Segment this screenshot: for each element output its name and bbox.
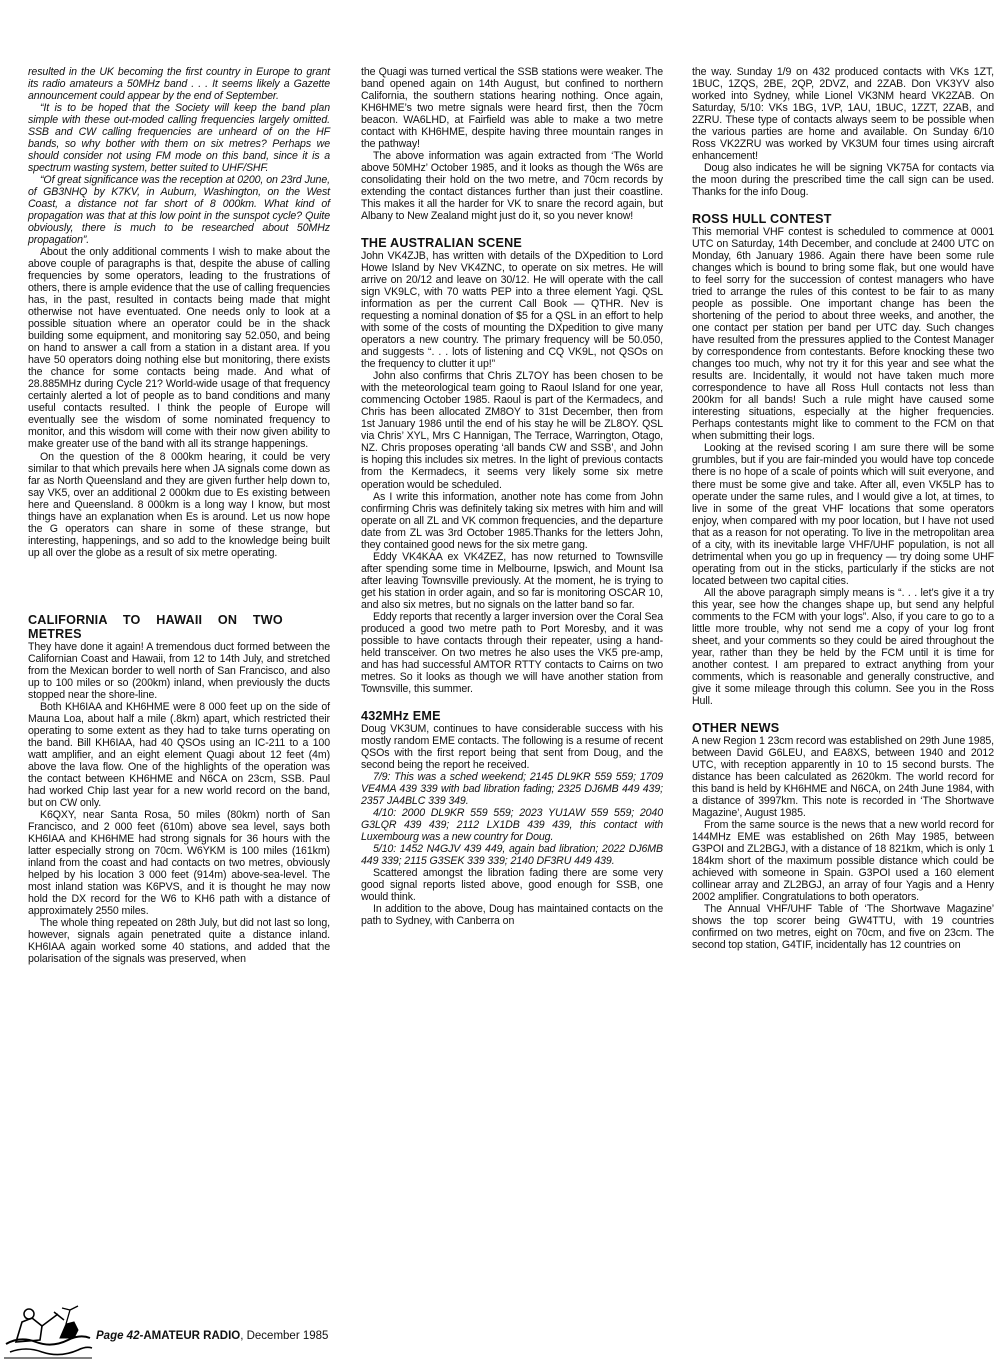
paragraph: Doug also indicates he will be signing VK75A for contacts via the moon during the prescribed time the call sign can be used. Thanks for the info Doug. [692,162,994,199]
paragraph: K6QXY, near Santa Rosa, 50 miles (80km) north of San Francisco, and 2 000 feet (610m) above sea level, says both KH6IAA and KH6HME had strong signals for 36 hours with the latter especially strong on 70cm. W6YKM is 100 miles (161km) inland from the coast and had contacts on two metres, obviously helped by his location 3 000 feet (914m) above-sea-level. The most inland station was K6PVS, and it is thought he may now hold the DX record for the W6 to KH6 path with a distance of approximately 2550 miles. [28,808,330,917]
paragraph: Scattered amongst the libration fading there are some very good signal reports listed above, good enough for SSB, one would think. [361,866,663,903]
paragraph: They have done it again! A tremendous duct formed between the Californian Coast and Hawaii, from 12 to 14th July, and stretched from the Mexican border to well north of San Francisco, and also up to 100 miles or so (200km) inland, when previously the ducts stopped near the shore-line. [28,640,330,701]
paragraph: The above information was again extracted from ‘The World above 50MHz’ October 1985, and it looks as though the W6s are consolidating their hold on the two metre, and 70cm records by extending the contact distances further than just their coastline. This makes it all the harder for VK to snare the record again, but Albany to New Zealand might just do it, so you never know! [361,150,663,223]
magazine-name: AMATEUR RADIO [143,1330,241,1342]
paragraph: “Of great significance was the reception at 0200, on 23rd June, of GB3NHQ by K7KV, in Auburn, Washington, on the West Coast, a distance not far short of 8 000km. What kind of propagation was that at this low point in the sunspot cycle? Quite obviously, there is much to be researched about 50MHz propagation”. [28,174,330,247]
paragraph: Doug VK3UM, continues to have considerable success with his mostly random EME contacts. The following is a resume of recent QSOs with the first report being that sent from Doug, and the second being the report he received. [361,722,663,771]
section-heading: CALIFORNIA TO HAWAII ON TWO METRES [28,612,283,641]
paragraph: In addition to the above, Doug has maintained contacts on the path to Sydney, with Canberra on [361,903,663,928]
paragraph: All the above paragraph simply means is “. . . let’s give it a try this year, see how the changes shape up, but send any helpful comments to the FCM with your logs”. Also, if you care to go to a little more trouble, why not send me a copy of your log front sheet, and your comments so they could be aired throughout the year, rather than they be held by the FCM until it is time for another contest. I am prepared to extract anything from your comments, which is reasonable and generally constructive, and give it some mileage through this column. See you in the Ross Hull. [692,586,994,707]
column-1 [28,66,330,965]
paragraph: the Quagi was turned vertical the SSB stations were weaker. The band opened again on 14th August, but confined to northern California, the southern stations hearing nothing. Once again, KH6HME’s two metre signals were heard first, then the 70cm beacon. WA6LHD, at Fairfield was able to make a two metre contact with KH6HME, despite having three mountain ranges in the pathway! [361,66,663,151]
page-number: Page 42- [96,1330,144,1342]
paragraph: 5/10: 1452 N4GJV 439 449, again bad libration; 2022 DJ6MB 449 339; 2115 G3SEK 339 339; 2140 DF3RU 449 439. [361,842,663,867]
paragraph: John VK4ZJB, has written with details of the DXpedition to Lord Howe Island by Nev VK4ZNC, to operate on six metres. He will arrive on 20/12 and leave on 30/12. He will operate with the call sign VK9LC, with 70 watts PEP into a three element Yagi. QSL information as per the current Call Book — QTHR. Nev is requesting a nominal donation of $5 for a QSL in an effort to help with some of the costs of mounting the DXpedition to give many operators a new country. The primary frequency will be 50.050, and suggests “. . . lots of listening and CQ VK9L, not QSOs on the frequency to clutter it up!” [361,250,663,371]
paragraph: Looking at the revised scoring I am sure there will be some grumbles, but if you are fair-minded you would have top concede there is no hope of a scale of points which will suit everyone, and there must be some give and take. After all, even VK5LP has to operate under the same rules, and I would give a lot, at times, to live in some of the great VHF locations that some operators enjoy, when compared with my poor location, but I have not used that as a reason for not operating. To live in the metropolitan area of a city, with its inevitable large VHF/UHF population, is not all detrimental when you go up in frequency — try doing some UHF operating from out in the sticks, particularly if the sticks are not located between two capital cities. [692,442,994,587]
section-heading: OTHER NEWS [692,720,780,735]
issue-date: , December 1985 [240,1330,329,1342]
section-heading: THE AUSTRALIAN SCENE [361,236,522,251]
paragraph: From the same source is the news that a new world record for 144MHz EME was established on 26th May 1985, between G3POI and ZL2BGJ, with a distance of 18 821km, which is only 1 184km short of the maximum possible distance which could be achieved with someone in Spain. G3POI used a 160 element collinear array and ZL2BGJ, an array of four Yagis and a Henry 2002 amplifier. Congratulations to both operators. [692,818,994,903]
paragraph: About the only additional comments I wish to make about the above couple of paragraphs is that, despite the abuse of calling frequencies by some operators, leading to the frustrations of others, there is ample evidence that the use of calling frequencies has, in the past, resulted in contacts being made that might otherwise not have eventuated. One needs only to look at a possible situation where an operator could be in the shack building some equipment, and monitoring say 52.050, and being on hand to answer a call from a station in a distant area. If you have 50 operators doing nothing else but monitoring, there exists the chance for some contacts being made. And what of 28.885MHz during Cycle 21? World-wide usage of that frequency certainly alerted a lot of people as to band conditions and many useful contacts resulted. I think the people of Europe will eventually see the wisdom of some nominated frequency to monitor, and this wisdom will come with their now given ability to make greater use of the band with all its strange happenings. [28,246,330,451]
paragraph: Eddy VK4KAA ex VK4ZEZ, has now returned to Townsville after spending some time in Melbourne, Ipswich, and Mount Isa after leaving Townsville previously. At the moment, he is trying to get his station in order again, and so far is monitoring OSCAR 10, and also six metres, but no signals on the latter band so far. [361,550,663,611]
paragraph: John also confirms that Chris ZL7OY has been chosen to be with the meteorological team going to Raoul Island for one year, commencing October 1985. Raoul is part of the Kermadecs, and Chris has been allocated ZM8OY to 31st December, then from 1st January 1986 until the end of his stay he will be ZL8OY. QSL via Chris’ XYL, Mrs C Hannigan, The Terrace, Warrington, Otago, NZ. Chris proposes operating ‘all bands CW and SSB’, and John is hoping this includes six metres. In the light of previous contacts from the Kermadecs, it seems very likely some six metre operation would be scheduled. [361,370,663,491]
paragraph: “It is to be hoped that the Society will keep the band plan simple with these out-moded calling frequencies largely omitted. SSB and CW calling frequencies are unheard of on the HF bands, so why bother with them on six metres? Perhaps we should consider not using FM mode on this band, since it is a spectrum wasting system, better suited to UHF/SHF. [28,102,330,175]
paragraph: 4/10: 2000 DL9KR 559 559; 2023 YU1AW 559 559; 2040 G3LQR 439 439; 2112 LX1DB 439 439, this contact with Luxembourg was a new country for Doug. [361,806,663,843]
paragraph: 7/9: This was a sched weekend; 2145 DL9KR 559 559; 1709 VE4MA 439 339 with bad libration fading; 2325 DJ6MB 449 439; 2357 JA4BLC 339 349. [361,770,663,807]
paragraph: Eddy reports that recently a larger inversion over the Coral Sea produced a good two metre path to Port Moresby, and it was possible to have contacts through their repeater, using a hand-held transceiver. On two metres he also uses the VK5 pre-amp, and has had successful AMTOR RTTY contacts to Cairns on two metres. So it looks as though we will have another station from Townsville, this summer. [361,610,663,695]
paragraph: The whole thing repeated on 28th July, but did not last so long, however, signals again penetrated quite a distance inland. KH6IAA again worked some 40 stations, and added that the polarisation of the signals was preserved, when [28,917,330,966]
paragraph: resulted in the UK becoming the first country in Europe to grant its radio amateurs a 50MHz band . . . It seems likely a Gazette announcement could appear by the end of September. [28,66,330,103]
section-heading: ROSS HULL CONTEST [692,212,832,227]
paragraph: the way. Sunday 1/9 on 432 produced contacts with VKs 1ZT, 1BUC, 1ZQS, 2BE, 2QP, 2DVZ, and 2ZAB. Don VK3YV also worked into Sydney, while Lionel VK3NM heard VK2ZAB. On Saturday, 5/10: VKs 1BG, 1VP, 1AU, 1BUC, 1ZZT, 2ZAB, and 2ZRU. These type of contacts always seem to be possible when the various parties are home and available. On Sunday 6/10 Ross VK2ZRU was worked by VK3UM four times using aircraft enhancement! [692,66,994,163]
paragraph: The Annual VHF/UHF Table of ‘The Shortwave Magazine’ shows the top scorer being GW4TTU, with 19 countries confirmed on two metres, eight on 70cm, and five on 23cm. The second top station, G4TIF, incidentally has 12 countries on [692,903,994,952]
cartoon-logo-icon [2,1300,94,1360]
paragraph: On the question of the 8 000km hearing, it could be very similar to that which prevails here when JA signals come down as far as North Queensland and they are given further help down to, say VK5, over an additional 2 000km due to Es existing between here and Queensland. 8 000km is a long way I know, but most things have an explanation when Es is around. Let us now hope the G operators can share in some of these strange, but interesting, happenings, and so add to the knowledge being built up all over the globe as a result of six metre operating. [28,450,330,559]
paragraph: A new Region 1 23cm record was established on 29th June 1985, between David G6LEU, and EA8XS, between 1940 and 2012 UTC, with reception apparently in 10 to 15 second bursts. The distance has been calculated as 2620km. The world record for this band is held by KH6HME and N6CA, on 24th June 1984, with a distance of 3997km. This note is recorded in ‘The Shortwave Magazine’, August 1985. [692,734,994,819]
paragraph: As I write this information, another note has come from John confirming Chris was definitely taking six metres with him and will operate on all ZL and VK common frequencies, and the departure date from ZL was 3rd October 1985.Thanks for the letters John, they contained good news for the six metre gang. [361,490,663,551]
section-heading: 432MHz EME [361,708,441,723]
page-footer [96,1330,328,1342]
column-3 [692,66,994,951]
column-2 [361,66,663,927]
paragraph: This memorial VHF contest is scheduled to commence at 0001 UTC on Saturday, 14th December, and conclude at 2400 UTC on Monday, 6th January 1986. Again there have been some rule changes which is bound to bring some flak, but one would have to feel sorry for the succession of contest managers who have tried to arrange the rules of this contest to be fair to as many people as possible. One important change has been the shortening of the period to about three weeks, and another, the one contact per station per band per UTC day. Such changes have resulted from the pressures applied to the Contest Manager by correspondence from contestants. Before knocking these two changes too much, why not try it for this year and see what the results are. Incidentally, it would not have taken much more correspondence to have all Ross Hull contacts not less than 200km for all bands! Such a rule might have caused some interesting situations, especially at the higher frequencies. Perhaps contestants might like to comment to the FCM on that when submitting their logs. [692,226,994,443]
paragraph: Both KH6IAA and KH6HME were 8 000 feet up on the side of Mauna Loa, about half a mile (.8km) apart, which restricted their operating to some extent as they had to take turns operating on the band. Bill KH6IAA, had 40 QSOs using an IC-211 to a 100 watt amplifier, and an eight element Quagi about 12 feet (4m) above the lava flow. One of the highlights of the operation was the contact between KH6HME and N6CA on 23cm, SSB. Paul had worked Chip last year for a new world record on the band, but on CW only. [28,700,330,809]
